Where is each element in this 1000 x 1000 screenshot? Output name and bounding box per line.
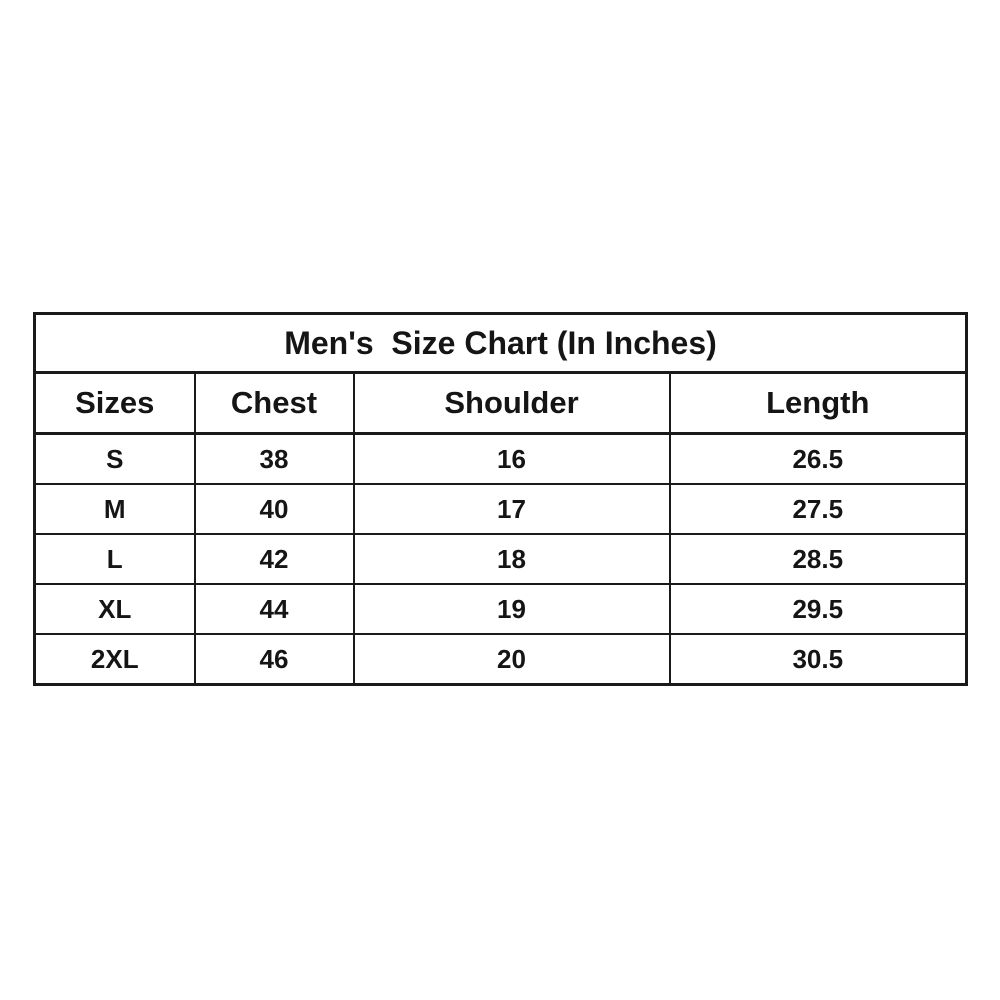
table-row-xl bbox=[35, 584, 967, 634]
table-title: Men's Size Chart (In Inches) bbox=[35, 314, 967, 373]
cell-chest: 46 bbox=[195, 634, 354, 685]
cell-length: 30.5 bbox=[670, 634, 967, 685]
cell-shoulder: 17 bbox=[354, 484, 670, 534]
cell-chest: 42 bbox=[195, 534, 354, 584]
cell-size: 2XL bbox=[35, 634, 195, 685]
table-row-2xl bbox=[35, 634, 967, 685]
column-header-chest: Chest bbox=[195, 373, 354, 434]
cell-chest: 40 bbox=[195, 484, 354, 534]
table-header-row bbox=[35, 373, 967, 434]
cell-length: 27.5 bbox=[670, 484, 967, 534]
cell-shoulder: 18 bbox=[354, 534, 670, 584]
table-row-s bbox=[35, 434, 967, 485]
cell-length: 28.5 bbox=[670, 534, 967, 584]
cell-length: 26.5 bbox=[670, 434, 967, 485]
column-header-shoulder: Shoulder bbox=[354, 373, 670, 434]
cell-shoulder: 20 bbox=[354, 634, 670, 685]
cell-shoulder: 19 bbox=[354, 584, 670, 634]
cell-size: M bbox=[35, 484, 195, 534]
cell-chest: 38 bbox=[195, 434, 354, 485]
cell-length: 29.5 bbox=[670, 584, 967, 634]
cell-size: S bbox=[35, 434, 195, 485]
table-title-row bbox=[35, 314, 967, 373]
cell-shoulder: 16 bbox=[354, 434, 670, 485]
cell-size: L bbox=[35, 534, 195, 584]
cell-size: XL bbox=[35, 584, 195, 634]
table-row-m bbox=[35, 484, 967, 534]
size-chart-table bbox=[33, 312, 968, 686]
table-row-l bbox=[35, 534, 967, 584]
column-header-sizes: Sizes bbox=[35, 373, 195, 434]
cell-chest: 44 bbox=[195, 584, 354, 634]
column-header-length: Length bbox=[670, 373, 967, 434]
